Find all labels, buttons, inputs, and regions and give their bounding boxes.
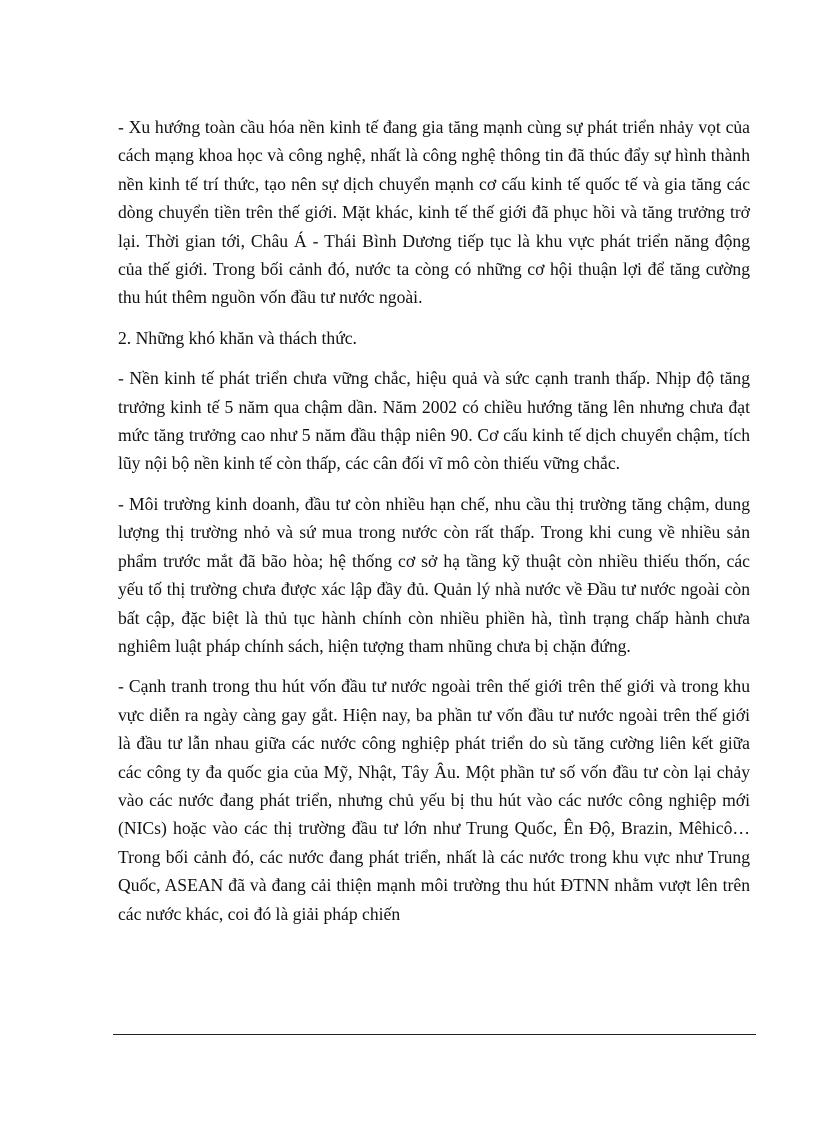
footer-divider xyxy=(113,1034,756,1035)
paragraph-business-environment: - Môi trường kinh doanh, đầu tư còn nhiều hạn chế, nhu cầu thị trường tăng chậm, dung lượng thị trường nhỏ và sứ mua trong nước còn rất thấp. Trong khi cung về nhiều sản phẩm trước mắt đã bão hòa; hệ thống cơ sở hạ tầng kỹ thuật còn nhiều thiếu thốn, các yếu tố thị trường chưa được xác lập đầy đủ. Quản lý nhà nước về Đầu tư nước ngoài còn bất cập, đặc biệt là thủ tục hành chính còn nhiều phiền hà, tình trạng chấp hành chưa nghiêm luật pháp chính sách, hiện tượng tham nhũng chưa bị chặn đứng. xyxy=(118,493,750,656)
section-heading-difficulties: 2. Những khó khăn và thách thức. xyxy=(118,327,357,348)
paragraph-globalization-trend: - Xu hướng toàn cầu hóa nền kinh tế đang gia tăng mạnh cùng sự phát triển nhảy vọt của cách mạng khoa học và công nghệ, nhất là công nghệ thông tin đã thúc đẩy sự hình thành nền kinh tế trí thức, tạo nên sự dịch chuyển mạnh cơ cấu kinh tế quốc tế và gia tăng các dòng chuyển tiền trên thế giới. Mặt khác, kinh tế thế giới đã phục hồi và tăng trưởng trở lại. Thời gian tới, Châu Á - Thái Bình Dương tiếp tục là khu vực phát triển năng động của thế giới. Trong bối cảnh đó, nước ta còng có những cơ hội thuận lợi để tăng cường thu hút thêm nguồn vốn đầu tư nước ngoài. xyxy=(118,117,750,308)
paragraph-investment-competition: - Cạnh tranh trong thu hút vốn đầu tư nước ngoài trên thế giới trên thế giới và trong khu vực diễn ra ngày càng gay gắt. Hiện nay, ba phần tư vốn đầu tư nước ngoài trên thế giới là đầu tư lẫn nhau giữa các nước công nghiệp phát triển do sù tăng cường liên kết giữa các công ty đa quốc gia của Mỹ, Nhật, Tây Âu. Một phần tư số vốn đầu tư còn lại chảy vào các nước đang phát triển, nhưng chủ yếu bị thu hút vào các nước công nghiệp mới (NICs) hoặc vào các thị trường đầu tư lớn như Trung Quốc, Ên Độ, Brazin, Mêhicô… Trong bối cảnh đó, các nước đang phát triển, nhất là các nước trong khu vực như Trung Quốc, ASEAN đã và đang cải thiện mạnh môi trường thu hút ĐTNN nhằm vượt lên trên các nước khác, coi đó là giải pháp chiến xyxy=(118,676,750,924)
document-body xyxy=(118,113,750,940)
paragraph-economy-weakness: - Nền kinh tế phát triển chưa vững chắc, hiệu quả và sức cạnh tranh thấp. Nhịp độ tăng trưởng kinh tế 5 năm qua chậm dần. Năm 2002 có chiều hướng tăng lên nhưng chưa đạt mức tăng trưởng cao như 5 năm đầu thập niên 90. Cơ cấu kinh tế dịch chuyển chậm, tích lũy nội bộ nền kinh tế còn thấp, các cân đối vĩ mô còn thiếu vững chắc. xyxy=(118,368,750,474)
